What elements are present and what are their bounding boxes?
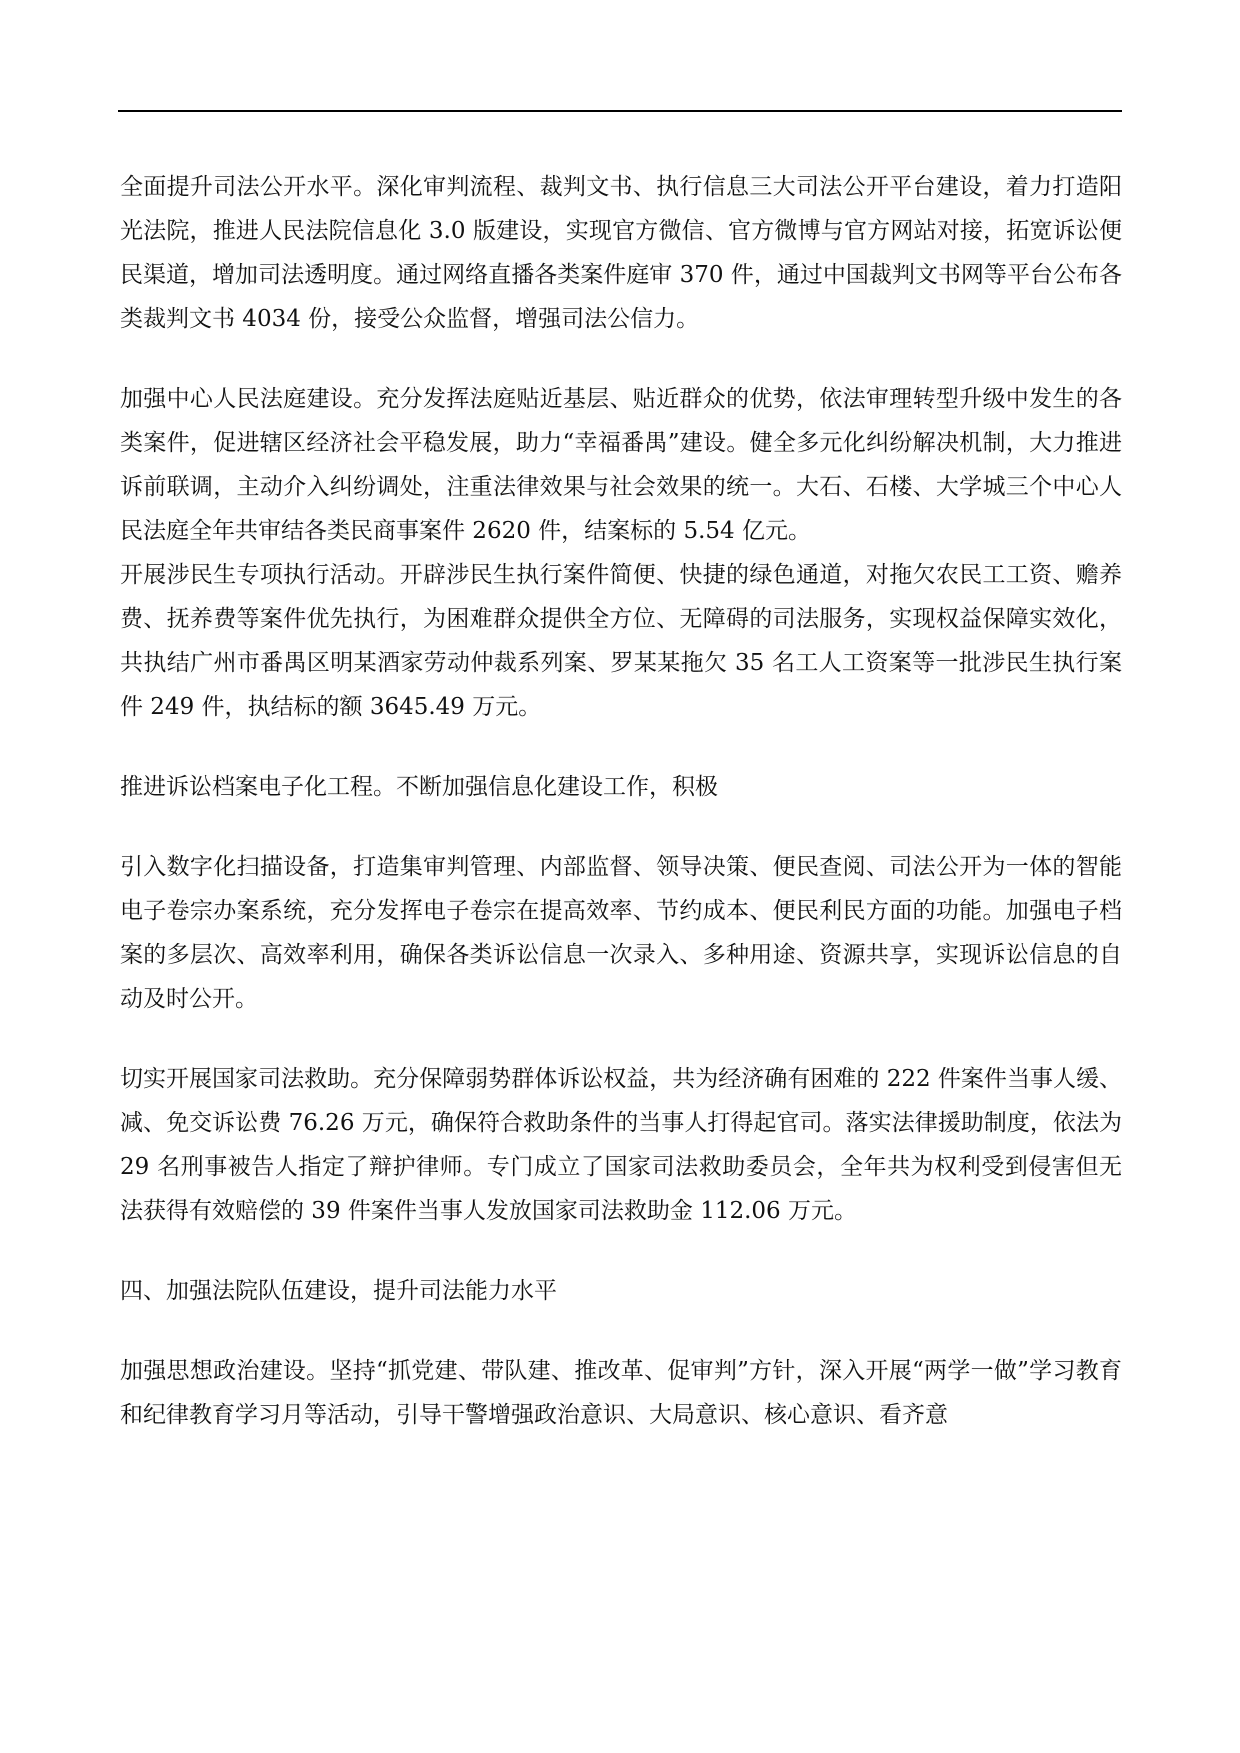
- paragraph-judicial-openness: 全面提升司法公开水平。深化审判流程、裁判文书、执行信息三大司法公开平台建设，着力打造阳光法院，推进人民法院信息化 3.0 版建设，实现官方微信、官方微博与官方网站对接，拓宽诉讼便民渠道，增加司法透明度。通过网络直播各类案件庭审 370 件，通过中国裁判文书网等平台公布各类裁判文书 4034 份，接受公众监督，增强司法公信力。: [120, 174, 1122, 332]
- paragraph-people-tribunal: 加强中心人民法庭建设。充分发挥法庭贴近基层、贴近群众的优势，依法审理转型升级中发生的各类案件，促进辖区经济社会平稳发展，助力“幸福番禺”建设。健全多元化纠纷解决机制，大力推进诉前联调，主动介入纠纷调处，注重法律效果与社会效果的统一。大石、石楼、大学城三个中心人民法庭全年共审结各类民商事案件 2620 件，结案标的 5.54 亿元。: [120, 386, 1122, 544]
- section-heading-team-building: 四、加强法院队伍建设，提升司法能力水平: [120, 1278, 557, 1304]
- paragraph-e-archives-heading: 推进诉讼档案电子化工程。不断加强信息化建设工作，积极: [120, 774, 718, 800]
- paragraph-political-building: 加强思想政治建设。坚持“抓党建、带队建、推改革、促审判”方针，深入开展“两学一做”学习教育和纪律教育学习月等活动，引导干警增强政治意识、大局意识、核心意识、看齐意: [120, 1358, 1122, 1428]
- header-rule: [118, 110, 1122, 112]
- document-body: [120, 165, 1122, 1437]
- paragraph-judicial-aid: 切实开展国家司法救助。充分保障弱势群体诉讼权益，共为经济确有困难的 222 件案件当事人缓、减、免交诉讼费 76.26 万元，确保符合救助条件的当事人打得起官司。落实法律援助制度，依法为 29 名刑事被告人指定了辩护律师。专门成立了国家司法救助委员会，全年共为权利受到侵害但无法获得有效赔偿的 39 件案件当事人发放国家司法救助金 112.06 万元。: [120, 1066, 1122, 1224]
- paragraph-livelihood-enforcement: 开展涉民生专项执行活动。开辟涉民生执行案件简便、快捷的绿色通道，对拖欠农民工工资、赡养费、抚养费等案件优先执行，为困难群众提供全方位、无障碍的司法服务，实现权益保障实效化，共执结广州市番禺区明某酒家劳动仲裁系列案、罗某某拖欠 35 名工人工资案等一批涉民生执行案件 249 件，执结标的额 3645.49 万元。: [120, 562, 1122, 720]
- paragraph-e-archives: 引入数字化扫描设备，打造集审判管理、内部监督、领导决策、便民查阅、司法公开为一体的智能电子卷宗办案系统，充分发挥电子卷宗在提高效率、节约成本、便民利民方面的功能。加强电子档案的多层次、高效率利用，确保各类诉讼信息一次录入、多种用途、资源共享，实现诉讼信息的自动及时公开。: [120, 854, 1122, 1012]
